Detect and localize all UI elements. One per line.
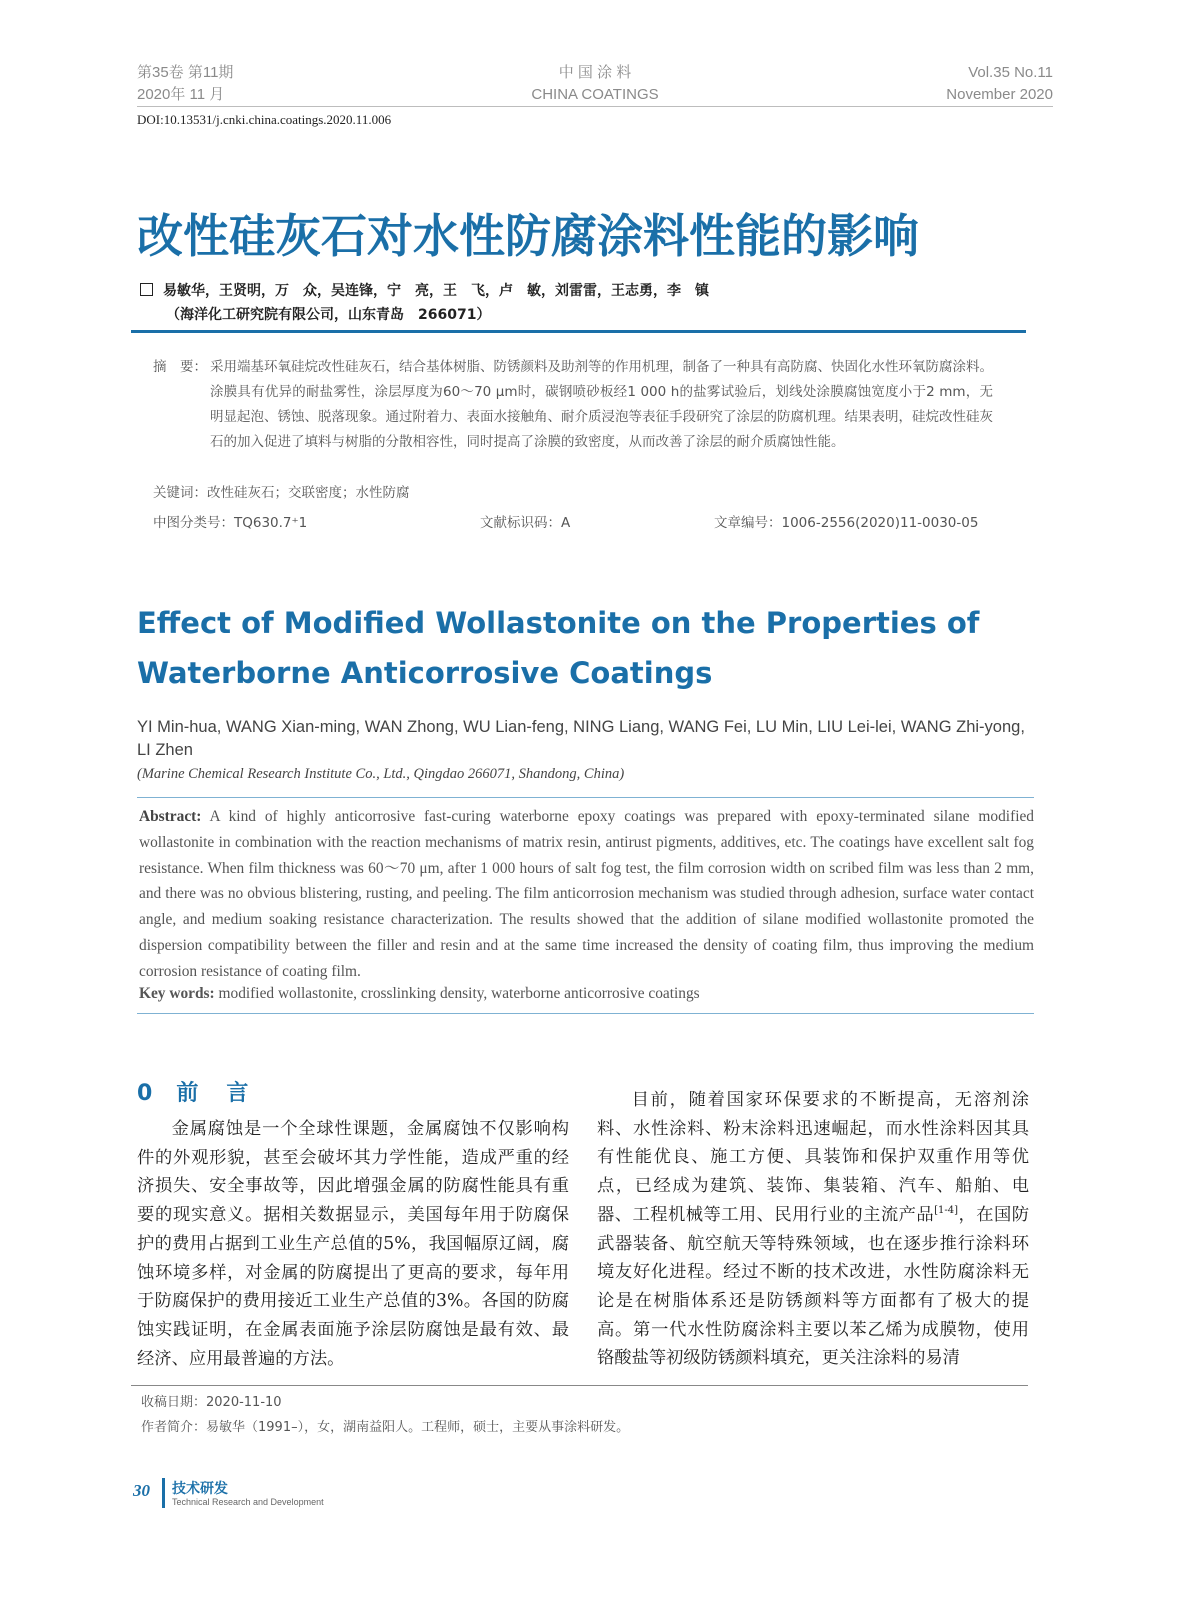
affiliation-en: (Marine Chemical Research Institute Co., Ltd., Qingdao 266071, Shandong, China) <box>137 766 625 782</box>
paper-title-cn: 改性硅灰石对水性防腐涂料性能的影响 <box>137 209 919 263</box>
issue-date-en: November 2020 <box>946 86 1053 103</box>
issue-volume-cn: 第35卷 第11期 <box>137 64 234 81</box>
abstract-text-cn: 采用端基环氧硅烷改性硅灰石，结合基体树脂、防锈颜料及助剂等的作用机理，制备了一种具有高防腐、快固化水性环氧防腐涂料。涂膜具有优异的耐盐雾性，涂层厚度为60～70 μm时，碳钢喷砂板经1 000 h的盐雾试验后，划线处涂膜腐蚀宽度小于2 mm，无明显起泡、锈蚀、脱落现象。通过附着力、表面水接触角、耐介质浸泡等表征手段研究了涂层的防腐机理。结果表明，硅烷改性硅灰石的加入促进了填料与树脂的分散相容性，同时提高了涂膜的致密度，从而改善了涂层的耐介质腐蚀性能。 <box>210 359 993 450</box>
section-title-char-2: 言 <box>226 1081 251 1106</box>
author-list-cn <box>140 280 709 300</box>
issue-date-cn: 2020年 11 月 <box>137 86 225 103</box>
affiliation-cn: （海洋化工研究院有限公司，山东青岛 266071） <box>166 307 491 323</box>
section-heading-introduction <box>137 1076 250 1107</box>
journal-name <box>480 62 710 106</box>
header-divider <box>137 106 1053 107</box>
citation-ref[interactable]: [1-4] <box>934 1205 959 1217</box>
keywords-label-en: Key words: <box>139 985 215 1002</box>
intro-paragraph-2 <box>597 1086 1029 1373</box>
journal-issue-en <box>860 62 1053 106</box>
doi: DOI:10.13531/j.cnki.china.coatings.2020.11.006 <box>137 112 392 127</box>
document-code: 文献标识码：A <box>480 515 571 531</box>
paper-title-en: Effect of Modified Wollastonite on the Properties of Waterborne Anticorrosive Coatings <box>137 606 980 690</box>
abstract-label-cn: 摘 要： <box>153 359 207 375</box>
abstract-bottom-rule <box>137 1013 1034 1014</box>
journal-name-en: CHINA COATINGS <box>531 86 659 103</box>
abstract-top-rule <box>137 797 1034 798</box>
body-column-left <box>137 1115 569 1373</box>
abstract-en <box>139 804 1034 985</box>
article-number: 文章编号：1006-2556(2020)11-0030-05 <box>714 515 979 531</box>
authors-cn-text: 易敏华，王贤明，万 众，吴连锋，宁 亮，王 飞，卢 敏，刘雷雷，王志勇，李 镇 <box>163 283 709 299</box>
page-section-cn: 技术研发 <box>172 1481 228 1497</box>
section-title-char-1: 前 <box>176 1081 201 1106</box>
page-number: 30 <box>133 1481 150 1500</box>
author-bio: 作者简介：易敏华（1991–），女，湖南益阳人。工程师，硕士，主要从事涂料研发。 <box>141 1420 630 1435</box>
received-date: 收稿日期：2020-11-10 <box>141 1395 282 1410</box>
keywords-cn: 关键词：改性硅灰石；交联密度；水性防腐 <box>153 485 410 501</box>
abstract-cn <box>153 355 993 455</box>
abstract-label-en: Abstract: <box>139 808 202 825</box>
intro-paragraph-1: 金属腐蚀是一个全球性课题，金属腐蚀不仅影响构件的外观形貌，甚至会破坏其力学性能，造成严重的经济损失、安全事故等，因此增强金属的防腐性能具有重要的现实意义。据相关数据显示，美国每年用于防腐保护的费用占据到工业生产总值的5%，我国幅原辽阔，腐蚀环境多样，对金属的防腐提出了更高的要求，每年用于防腐保护的费用接近工业生产总值的3%。各国的防腐蚀实践证明，在金属表面施予涂层防腐蚀是最有效、最经济、应用最普遍的方法。 <box>137 1119 569 1369</box>
footnote-divider <box>131 1385 1028 1386</box>
author-list-en: YI Min-hua, WANG Xian-ming, WAN Zhong, WU Lian-feng, NING Liang, WANG Fei, LU Min, LIU Lei-lei, WANG Zhi-yong, LI Zhen <box>137 718 1025 759</box>
abstract-text-en: A kind of highly anticorrosive fast-curing waterborne epoxy coatings was prepared with epoxy-terminated silane modified wollastonite in combination with the reaction mechanisms of matrix resin, antirust pigments, additives, etc. The coatings have excellent salt fog resistance. When film thickness was 60～70 μm, after 1 000 hours of salt fog test, the film corrosion width on scribed film was less than 2 mm, and there was no obvious blistering, rusting, and peeling. The film anticorrosion mechanism was studied through adhesion, surface water contact angle, and medium soaking resistance characterization. The results showed that the addition of silane modified wollastonite promoted the dispersion compatibility between the filler and resin and at the same time increased the density of coating film, thus improving the medium corrosion resistance of coating film. <box>139 808 1034 980</box>
title-divider <box>131 330 1026 333</box>
journal-issue-cn <box>137 62 233 106</box>
intro-paragraph-2-part-a: 目前，随着国家环保要求的不断提高，无溶剂涂料、水性涂料、粉末涂料迅速崛起，而水性涂料因其具有性能优良、施工方便、具装饰和保护双重作用等优点，已经成为建筑、装饰、集装箱、汽车、船舶、电器、工程机械等工用、民用行业的主流产品 <box>597 1090 1029 1225</box>
clc-number: 中图分类号：TQ630.7⁺1 <box>153 515 308 531</box>
section-number: 0 <box>137 1081 155 1106</box>
body-column-right <box>597 1086 1029 1373</box>
issue-volume-en: Vol.35 No.11 <box>968 64 1053 81</box>
page-section-en: Technical Research and Development <box>172 1497 324 1507</box>
keywords-en <box>139 985 700 1003</box>
keywords-text-en: modified wollastonite, crosslinking density, waterborne anticorrosive coatings <box>218 985 700 1002</box>
square-bullet-icon <box>140 283 153 296</box>
journal-name-cn: 中 国 涂 料 <box>558 64 632 81</box>
page-tag-bar <box>162 1478 165 1508</box>
intro-paragraph-2-part-b: ，在国防武器装备、航空航天等特殊领域，也在逐步推行涂料环境友好化进程。经过不断的技术改进，水性防腐涂料无论是在树脂体系还是防锈颜料等方面都有了极大的提高。第一代水性防腐涂料主要以苯乙烯为成膜物，使用铬酸盐等初级防锈颜料填充，更关注涂料的易清 <box>597 1204 1029 1369</box>
